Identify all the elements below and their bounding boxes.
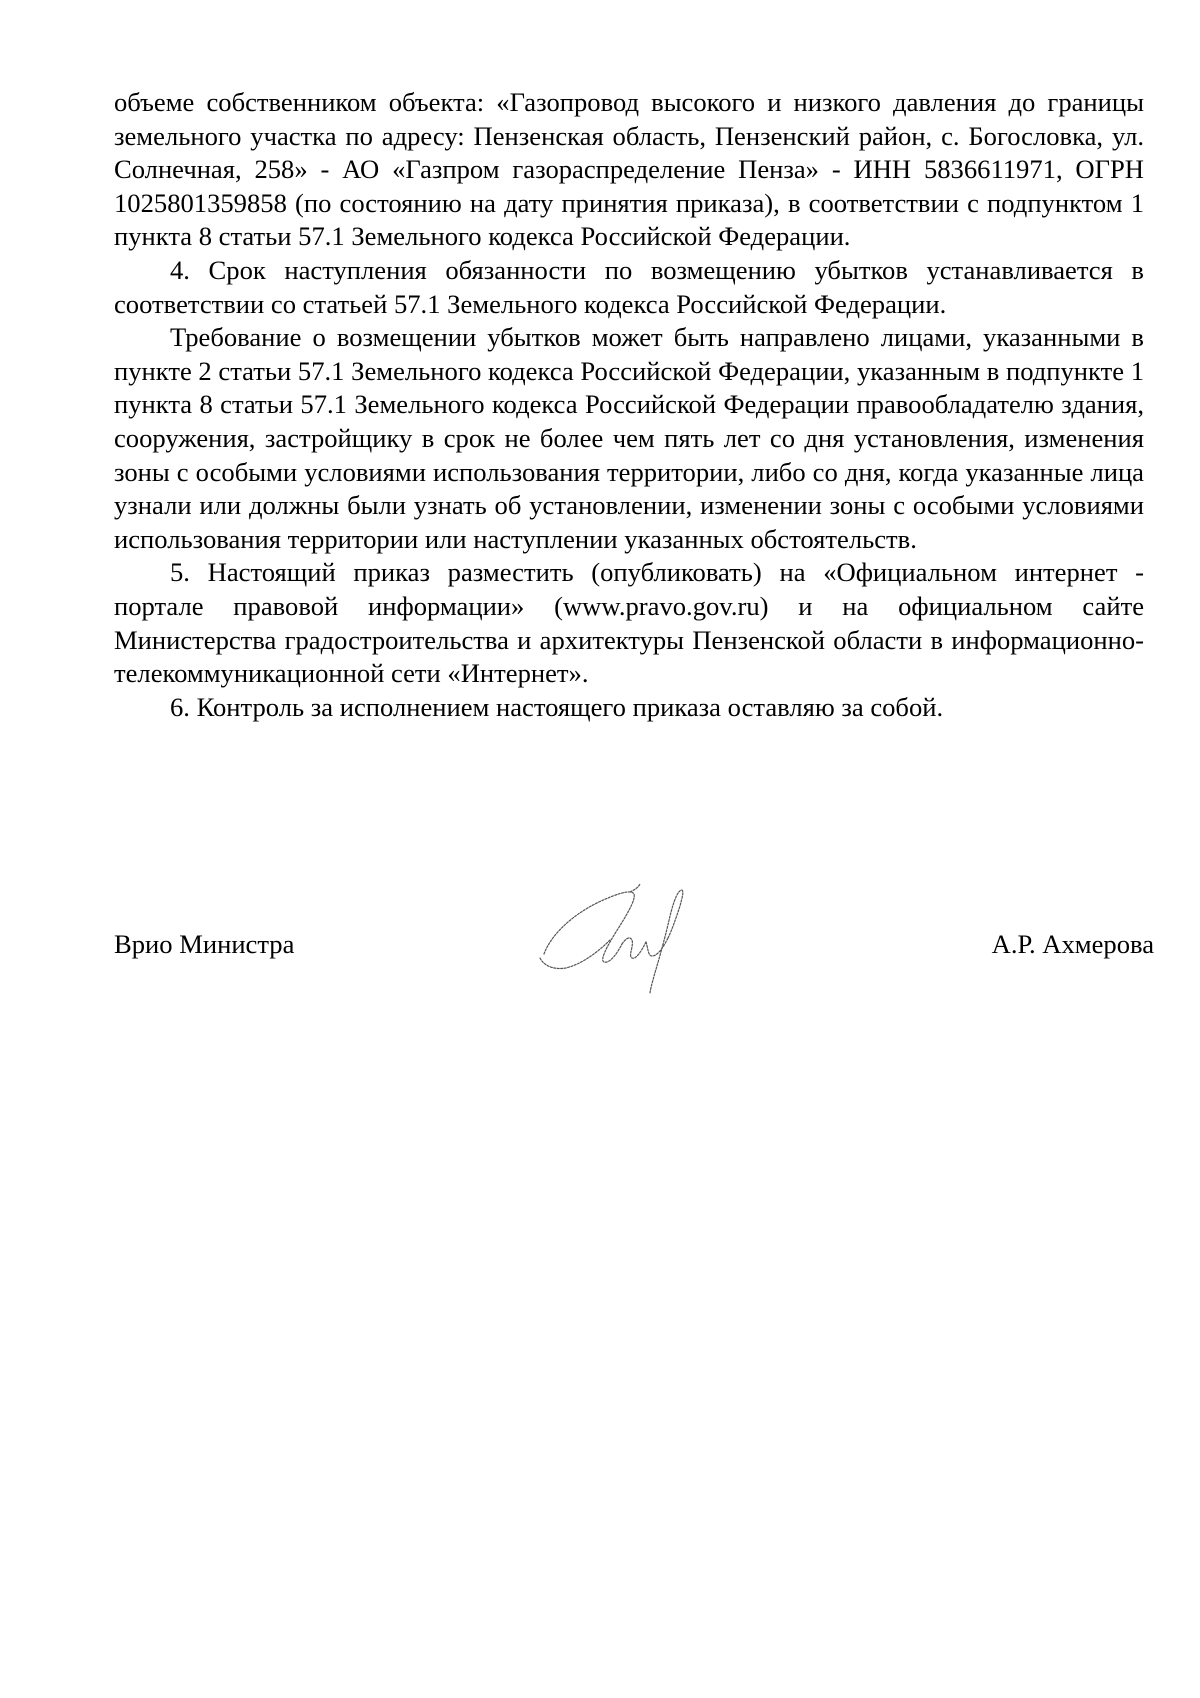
- handwritten-signature-icon: [530, 872, 710, 1002]
- paragraph-item-6: 6. Контроль за исполнением настоящего приказа оставляю за собой.: [170, 691, 944, 722]
- paragraph-continuation: объеме собственником объекта: «Газопровод высокого и низкого давления до границы земельного участка по адресу: Пензенская область, Пензенский район, с. Богословка, ул. Солнечная, 258» - АО «Газпром газораспределение Пенза» - ИНН 5836611971, ОГРН 1025801359858 (по состоянию на дату принятия приказа), в соответствии с подпунктом 1 пункта 8 статьи 57.1 Земельного кодекса Российской Федерации.: [114, 87, 1144, 252]
- document-body: [114, 86, 1144, 724]
- signature-block: [114, 902, 1154, 962]
- paragraph-item-4: 4. Срок наступления обязанности по возмещению убытков устанавливается в соответствии со статьей 57.1 Земельного кодекса Российской Федерации.: [114, 254, 1144, 319]
- paragraph-item-5: 5. Настоящий приказ разместить (опубликовать) на «Официальном интернет - портале правовой информации» (www.pravo.gov.ru) и на официальном сайте Министерства градостроительства и архитектуры Пензенской области в информационно-телекоммуникационной сети «Интернет».: [114, 557, 1144, 689]
- paragraph-item-4-claim: Требование о возмещении убытков может быть направлено лицами, указанными в пункте 2 статьи 57.1 Земельного кодекса Российской Федерации, указанным в подпункте 1 пункта 8 статьи 57.1 Земельного кодекса Российской Федерации правообладателю здания, сооружения, застройщику в срок не более чем пять лет со дня установления, изменения зоны с особыми условиями использования территории, либо со дня, когда указанные лица узнали или должны были узнать об установлении, изменении зоны с особыми условиями использования территории или наступлении указанных обстоятельств.: [114, 322, 1144, 554]
- signatory-position: Врио Министра: [114, 929, 295, 959]
- signatory-name: А.Р. Ахмерова: [991, 929, 1154, 959]
